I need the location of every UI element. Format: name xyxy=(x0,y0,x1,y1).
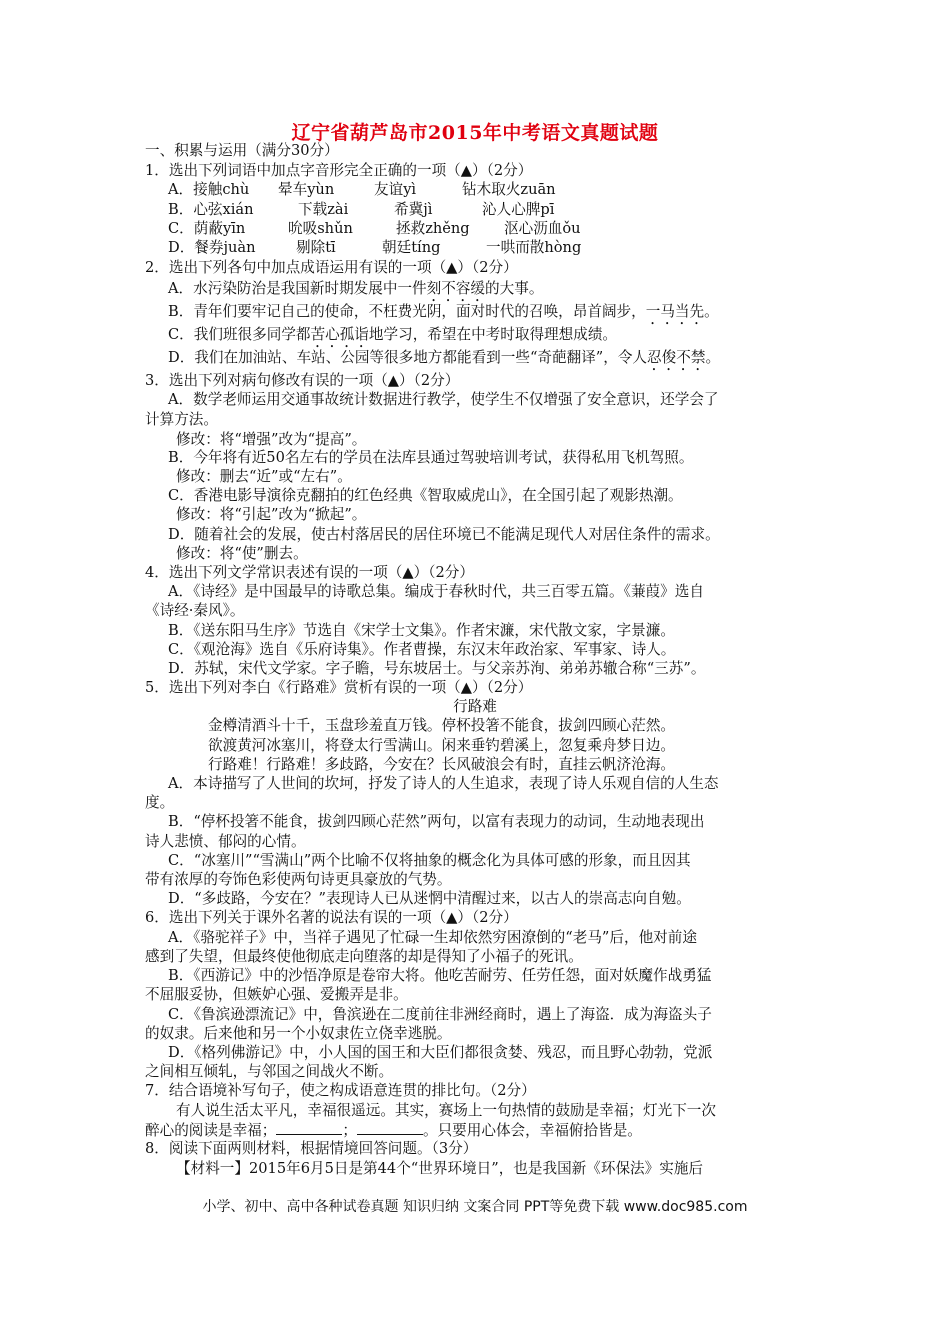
question-4-option-b: B．《送东阳马生序》节选自《宋学士文集》。作者宋濂，宋代散文家，字景濂。 xyxy=(168,622,675,639)
question-6-option-c-cont: 的奴隶。后来他和另一个小奴隶佐立侥幸逃脱。 xyxy=(145,1025,452,1042)
option-word: 沁人心脾pī xyxy=(482,201,555,218)
question-5-option-a-cont: 度。 xyxy=(145,794,175,811)
question-5-option-b: B．“停杯投箸不能食，拔剑四顾心茫然”两句，以富有表现力的动词，生动地表现出 xyxy=(168,813,705,830)
question-4-option-a-cont: 《诗经·秦风》。 xyxy=(145,602,245,619)
text-segment: ； xyxy=(342,1122,357,1139)
question-4-option-a: A．《诗经》是中国最早的诗歌总集。编成于春秋时代，共三百零五篇。《蒹葭》选自 xyxy=(168,583,704,600)
option-text: 。 xyxy=(705,349,721,366)
question-5-option-c-cont: 带有浓厚的夸饰色彩使两句诗更具豪放的气势。 xyxy=(145,871,452,888)
question-7-stem: 7．结合语境补写句子，使之构成语意连贯的排比句。（2分） xyxy=(145,1082,536,1099)
option-text: D．我们在加油站、车站、公园等很多地方都能看到一些“奇葩翻译”，令人 xyxy=(168,349,648,366)
question-5-option-b-cont: 诗人悲愤、郁闷的心情。 xyxy=(145,833,306,850)
question-1-option-a xyxy=(168,180,556,200)
option-text: 的大事。 xyxy=(485,280,544,297)
question-3-fix-b: 修改：删去“近”或“左右”。 xyxy=(176,468,352,485)
question-5-option-c: C．“冰塞川”“雪满山”两个比喻不仅将抽象的概念化为具体可感的形象，而且因其 xyxy=(168,852,691,869)
question-3-stem: 3．选出下列对病句修改有误的一项（▲）（2分） xyxy=(145,372,460,389)
option-word: A．接触chù xyxy=(168,181,250,198)
option-text: 地学习，希望在中考时取得理想成绩。 xyxy=(368,326,618,343)
option-text: C．我们班很多同学都 xyxy=(168,326,311,343)
question-5-stem: 5．选出下列对李白《行路难》赏析有误的一项（▲）（2分） xyxy=(145,679,533,696)
question-4-option-c: C．《观沧海》选自《乐府诗集》。作者曹操，东汉末年政治家、军事家、诗人。 xyxy=(168,641,676,658)
option-word: 下载zài xyxy=(298,201,349,218)
question-3-option-c: C．香港电影导演徐克翻拍的红色经典《智取威虎山》，在全国引起了观影热潮。 xyxy=(168,487,683,504)
dotted-idiom: 苦心孤诣 xyxy=(310,326,369,343)
page-footer: 小学、初中、高中各种试卷真题 知识归纳 文案合同 PPT等免费下载 www.doc985.com xyxy=(202,1199,748,1215)
option-word: 希冀jì xyxy=(394,201,433,218)
question-3-fix-d: 修改：将“使”删去。 xyxy=(176,545,308,562)
question-5-option-a: A．本诗描写了人世间的坎坷，抒发了诗人的人生追求，表现了诗人乐观自信的人生态 xyxy=(168,775,719,792)
section-heading: 一、积累与运用（满分30分） xyxy=(145,142,339,159)
option-word: 友谊yì xyxy=(374,181,417,198)
option-word: 一哄而散hòng xyxy=(486,239,582,256)
question-6-option-d: D．《格列佛游记》中，小人国的国王和大臣们都很贪婪、残忍，而且野心勃勃，党派 xyxy=(168,1044,713,1061)
question-6-stem: 6．选出下列关于课外名著的说法有误的一项（▲）（2分） xyxy=(145,909,518,926)
dotted-idiom: 忍俊不禁 xyxy=(647,349,706,366)
question-7-text-cont xyxy=(145,1120,642,1141)
poem-title: 行路难 xyxy=(453,698,497,715)
question-6-option-c: C．《鲁滨逊漂流记》中，鲁滨逊在二度前往非洲经商时，遇上了海盗．成为海盗头子 xyxy=(168,1006,712,1023)
question-6-option-d-cont: 之间相互倾轧，与邻国之间战火不断。 xyxy=(145,1063,394,1080)
option-word: 晕车yùn xyxy=(278,181,335,198)
question-6-option-b-cont: 不屈服妥协，但嫉妒心强、爱搬弄是非。 xyxy=(145,986,408,1003)
question-7-text: 有人说生活太平凡，幸福很遥远。其实，赛场上一句热情的鼓励是幸福；灯光下一次 xyxy=(176,1102,716,1119)
option-text: A．水污染防治是我国新时期发展中一件 xyxy=(168,280,427,297)
poem-line: 金樽清酒斗十千，玉盘珍羞直万钱。停杯投箸不能食，拔剑四顾心茫然。 xyxy=(208,717,676,734)
option-text: B．青年们要牢记自己的使命，不枉费光阴，面对时代的召唤，昂首阔步， xyxy=(168,303,646,320)
question-4-stem: 4．选出下列文学常识表述有误的一项（▲）（2分） xyxy=(145,564,474,581)
question-5-option-d: D．“多歧路，今安在？”表现诗人已从迷惘中清醒过来，以古人的崇高志向自勉。 xyxy=(168,890,691,907)
question-8-material: 【材料一】2015年6月5日是第44个“世界环境日”，也是我国新《环保法》实施后 xyxy=(176,1160,704,1177)
option-word: C．荫蔽yīn xyxy=(168,220,246,237)
option-word: 吮吸shǔn xyxy=(288,220,353,237)
question-3-option-a: A．数学老师运用交通事故统计数据进行教学，使学生不仅增强了安全意识，还学会了 xyxy=(168,391,719,408)
poem-line: 欲渡黄河冰塞川，将登太行雪满山。闲来垂钓碧溪上，忽复乘舟梦日边。 xyxy=(208,737,676,754)
question-1-option-c xyxy=(168,219,581,239)
text-segment: 。只要用心体会，幸福俯拾皆是。 xyxy=(422,1122,642,1139)
option-word: 剔除tī xyxy=(296,239,336,256)
question-3-option-b: B．今年将有近50名左右的学员在法库县通过驾驶培训考试，获得私用飞机驾照。 xyxy=(168,449,694,466)
option-word: 拯救zhěng xyxy=(396,220,470,237)
dotted-idiom: 一马当先 xyxy=(645,303,705,320)
question-3-option-d: D．随着社会的发展，使古村落居民的居住环境已不能满足现代人对居住条件的需求。 xyxy=(168,526,720,543)
question-1-option-d xyxy=(168,238,581,258)
option-text: 。 xyxy=(704,303,719,320)
answer-blank[interactable] xyxy=(357,1120,423,1135)
question-1-stem: 1．选出下列词语中加点字音形完全正确的一项（▲）（2分） xyxy=(145,162,533,179)
option-word: 钻木取火zuān xyxy=(462,181,556,198)
answer-blank[interactable] xyxy=(276,1120,342,1135)
question-8-stem: 8．阅读下面两则材料，根据情境回答问题。（3分） xyxy=(145,1140,478,1157)
question-2-stem: 2．选出下列各句中加点成语运用有误的一项（▲）（2分） xyxy=(145,259,518,276)
question-6-option-b: B．《西游记》中的沙悟净原是卷帘大将。他吃苦耐劳、任劳任怨，面对妖魔作战勇猛 xyxy=(168,967,712,984)
question-3-fix-c: 修改：将“引起”改为“掀起”。 xyxy=(176,506,367,523)
poem-line: 行路难！行路难！多歧路，今安在？长风破浪会有时，直挂云帆济沧海。 xyxy=(208,756,676,773)
option-word: 沤心沥血ǒu xyxy=(504,220,581,237)
dotted-idiom: 刻不容缓 xyxy=(426,280,486,297)
question-1-option-b xyxy=(168,200,554,220)
question-3-option-a-cont: 计算方法。 xyxy=(145,411,218,428)
option-word: D．餐券juàn xyxy=(168,239,256,256)
option-word: 朝廷tíng xyxy=(382,239,441,256)
question-6-option-a: A．《骆驼祥子》中，当祥子遇见了忙碌一生却依然穷困潦倒的“老马”后，他对前途 xyxy=(168,929,697,946)
text-segment: 醉心的阅读是幸福； xyxy=(145,1122,277,1139)
question-3-fix-a: 修改：将“增强”改为“提高”。 xyxy=(176,431,367,448)
page-title: 辽宁省葫芦岛市2015年中考语文真题试题 xyxy=(291,122,659,144)
question-4-option-d: D．苏轼，宋代文学家。字子瞻，号东坡居士。与父亲苏洵、弟弟苏辙合称“三苏”。 xyxy=(168,660,706,677)
option-word: B．心弦xián xyxy=(168,201,254,218)
question-6-option-a-cont: 感到了失望，但最终使他彻底走向堕落的却是得知了小福子的死讯。 xyxy=(145,948,583,965)
